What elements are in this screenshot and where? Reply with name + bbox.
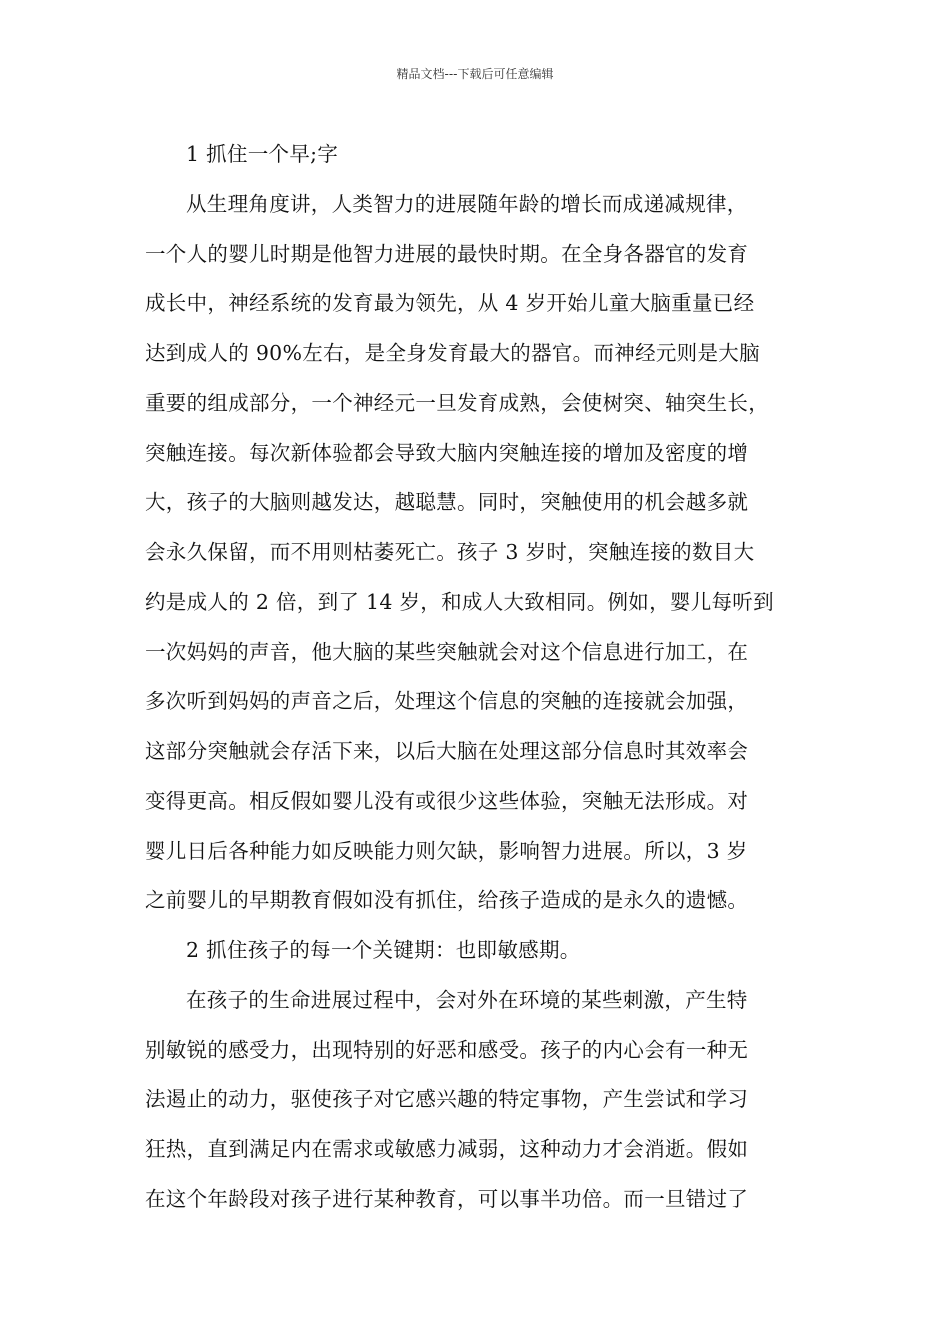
paragraph-line: 法遏止的动力，驱使孩子对它感兴趣的特定事物，产生尝试和学习	[145, 1087, 749, 1112]
heading-1-text: 1 抓住一个早;字	[186, 142, 339, 166]
paragraph-line: 突触连接。每次新体验都会导致大脑内突触连接的增加及密度的增	[145, 440, 749, 465]
paragraph-line: 在这个年龄段对孩子进行某种教育，可以事半功倍。而一旦错过了	[145, 1186, 749, 1211]
paragraph-line: 变得更高。相反假如婴儿没有或很少这些体验，突触无法形成。对	[145, 788, 749, 813]
paragraph-line: 狂热，直到满足内在需求或敏感力减弱，这种动力才会消逝。假如	[145, 1137, 749, 1161]
paragraph-line: 会永久保留，而不用则枯萎死亡。孩子 3 岁时，突触连接的数目大	[145, 540, 755, 564]
paragraph-line: 成长中，神经系统的发育最为领先，从 4 岁开始儿童大脑重量已经	[145, 291, 755, 316]
paragraph-line: 别敏锐的感受力，出现特别的好恶和感受。孩子的内心会有一种无	[145, 1037, 749, 1062]
heading-2	[145, 926, 815, 976]
heading-2-text: 2 抓住孩子的每一个关键期：也即敏感期。	[186, 938, 581, 962]
paragraph-1	[145, 180, 815, 926]
paragraph-line: 达到成人的 90%左右，是全身发育最大的器官。而神经元则是大脑	[145, 341, 760, 365]
paragraph-line: 约是成人的 2 倍，到了 14 岁，和成人大致相同。例如，婴儿每听到	[145, 589, 774, 614]
paragraph-line: 在孩子的生命进展过程中，会对外在环境的某些刺激，产生特	[186, 987, 748, 1012]
page-header: 精品文档---下载后可任意编辑	[396, 67, 554, 81]
paragraph-line: 婴儿日后各种能力如反映能力则欠缺，影响智力进展。所以，3 岁	[145, 838, 748, 863]
paragraph-line: 从生理角度讲，人类智力的进展随年龄的增长而成递减规律，	[186, 191, 748, 216]
paragraph-2	[145, 976, 815, 1225]
heading-1	[145, 130, 815, 180]
paragraph-line: 一个人的婴儿时期是他智力进展的最快时期。在全身各器官的发育	[145, 241, 749, 266]
paragraph-line: 多次听到妈妈的声音之后，处理这个信息的突触的连接就会加强，	[145, 689, 749, 714]
document-body	[145, 130, 815, 1225]
paragraph-line: 这部分突触就会存活下来，以后大脑在处理这部分信息时其效率会	[145, 739, 749, 763]
paragraph-line: 之前婴儿的早期教育假如没有抓住，给孩子造成的是永久的遗憾。	[145, 888, 749, 913]
paragraph-line: 重要的组成部分，一个神经元一旦发育成熟，会使树突、轴突生长，	[145, 390, 769, 415]
paragraph-line: 一次妈妈的声音，他大脑的某些突触就会对这个信息进行加工，在	[145, 639, 749, 664]
paragraph-line: 大，孩子的大脑则越发达，越聪慧。同时，突触使用的机会越多就	[145, 490, 749, 515]
